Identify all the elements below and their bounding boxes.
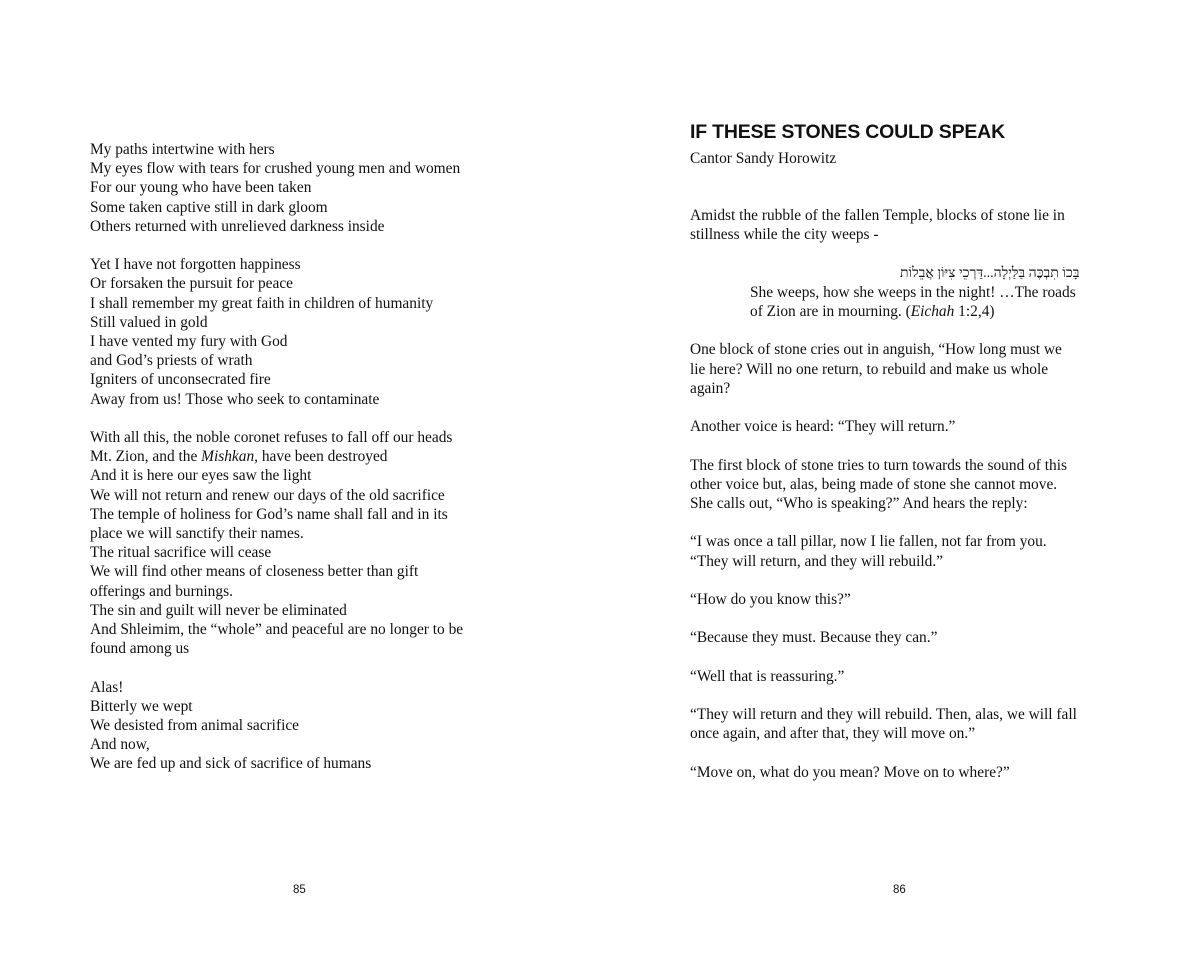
page-number: 86 (893, 884, 906, 896)
poem-stanza (90, 678, 510, 774)
text-line (750, 302, 1120, 321)
poem-stanza (90, 428, 510, 658)
poem-line: And Shleimim, the “whole” and peaceful are no longer to be (90, 621, 464, 639)
poem-line: And it is here our eyes saw the light (90, 467, 312, 485)
text-line: lie here? Will no one return, to rebuild and make us whole (690, 360, 1049, 378)
poem-text-segment: Mt. Zion, and the (90, 448, 202, 466)
story-paragraph (690, 590, 1120, 609)
story-paragraph (690, 628, 1120, 647)
story-paragraph (690, 763, 1120, 782)
text-line: once again, and after that, they will move on.” (690, 725, 976, 743)
text-line: She weeps, how she weeps in the night! …The roads (750, 283, 1076, 301)
quote-text-segment: 1:2,4) (954, 303, 995, 320)
text-line: “Move on, what do you mean? Move on to where?” (690, 763, 1010, 781)
story-paragraph (690, 417, 1120, 436)
poem-line: Yet I have not forgotten happiness (90, 256, 301, 274)
poem-line: offerings and burnings. (90, 582, 233, 600)
text-line: stillness while the city weeps - (690, 226, 879, 244)
poem-line: The sin and guilt will never be eliminated (90, 601, 347, 619)
text-line: Another voice is heard: “They will return.” (690, 418, 956, 436)
page-title: IF THESE STONES COULD SPEAK (690, 121, 1005, 143)
page-number: 85 (293, 884, 306, 896)
story-paragraph (690, 705, 1120, 743)
intro-paragraph (690, 206, 1120, 244)
text-line: She calls out, “Who is speaking?” And hears the reply: (690, 494, 1028, 512)
poem-line: The temple of holiness for God’s name shall fall and in its (90, 505, 448, 523)
text-line: The first block of stone tries to turn towards the sound of this (690, 456, 1068, 474)
poem-line: Igniters of unconsecrated fire (90, 371, 271, 389)
story-paragraph (690, 340, 1120, 398)
poem-line: My eyes flow with tears for crushed young men and women (90, 160, 461, 178)
poem-line: We desisted from animal sacrifice (90, 717, 300, 735)
poem-stanza (90, 255, 510, 409)
hebrew-verse: בָּכוֹ תִבְכֶּה בַּלַּיְלָה...דַּרְכֵי צִיּוֹן אֲבֵלוֹת (900, 265, 1080, 281)
eichah-italic: Eichah (910, 303, 955, 320)
poem-line: And now, (90, 736, 150, 754)
text-line: again? (690, 379, 731, 397)
poem-line: Away from us! Those who seek to contaminate (90, 390, 380, 408)
poem-line: The ritual sacrifice will cease (90, 544, 272, 562)
author-name: Cantor Sandy Horowitz (690, 150, 837, 167)
poem-line: Alas! (90, 678, 124, 696)
poem-line: We are fed up and sick of sacrifice of humans (90, 755, 372, 773)
text-line: “Because they must. Because they can.” (690, 629, 938, 647)
poem-line (90, 447, 510, 466)
text-line: “I was once a tall pillar, now I lie fallen, not far from you. (690, 533, 1047, 551)
text-line: Amidst the rubble of the fallen Temple, blocks of stone lie in (690, 207, 1065, 224)
poem-line: My paths intertwine with hers (90, 141, 275, 158)
text-line: “How do you know this?” (690, 590, 851, 608)
story-paragraph (690, 532, 1120, 570)
poem-line: Or forsaken the pursuit for peace (90, 275, 293, 293)
poem-line: We will not return and renew our days of the old sacrifice (90, 486, 445, 504)
story-paragraph (690, 456, 1120, 514)
text-line: One block of stone cries out in anguish, “How long must we (690, 341, 1062, 359)
poem-line: found among us (90, 640, 190, 658)
poem-line: and God’s priests of wrath (90, 352, 253, 370)
poem-text-segment: , have been destroyed (254, 448, 388, 466)
text-line: other voice but, alas, being made of stone she cannot move. (690, 475, 1058, 493)
text-line: “Well that is reassuring.” (690, 667, 845, 685)
quote-text-segment: of Zion are in mourning. ( (750, 303, 911, 320)
poem-line: We will find other means of closeness better than gift (90, 563, 419, 581)
poem-line: For our young who have been taken (90, 179, 312, 197)
poem-line: With all this, the noble coronet refuses to fall off our heads (90, 429, 453, 447)
text-line: “They will return, and they will rebuild.” (690, 552, 944, 570)
text-line: “They will return and they will rebuild. Then, alas, we will fall (690, 706, 1077, 724)
poem-line: Some taken captive still in dark gloom (90, 198, 328, 216)
story-paragraph (690, 667, 1120, 686)
poem-line: I have vented my fury with God (90, 333, 288, 351)
poem-line: place we will sanctify their names. (90, 525, 304, 543)
poem-text (90, 140, 510, 793)
right-page (600, 0, 1200, 960)
story-text (690, 206, 1120, 801)
poem-line: Others returned with unrelieved darkness inside (90, 217, 385, 235)
poem-line: I shall remember my great faith in children of humanity (90, 294, 434, 312)
poem-line: Still valued in gold (90, 313, 208, 331)
poem-line: Bitterly we wept (90, 697, 193, 715)
verse-translation (750, 283, 1120, 321)
mishkan-italic: Mishkan (201, 448, 255, 466)
poem-stanza (90, 140, 510, 236)
